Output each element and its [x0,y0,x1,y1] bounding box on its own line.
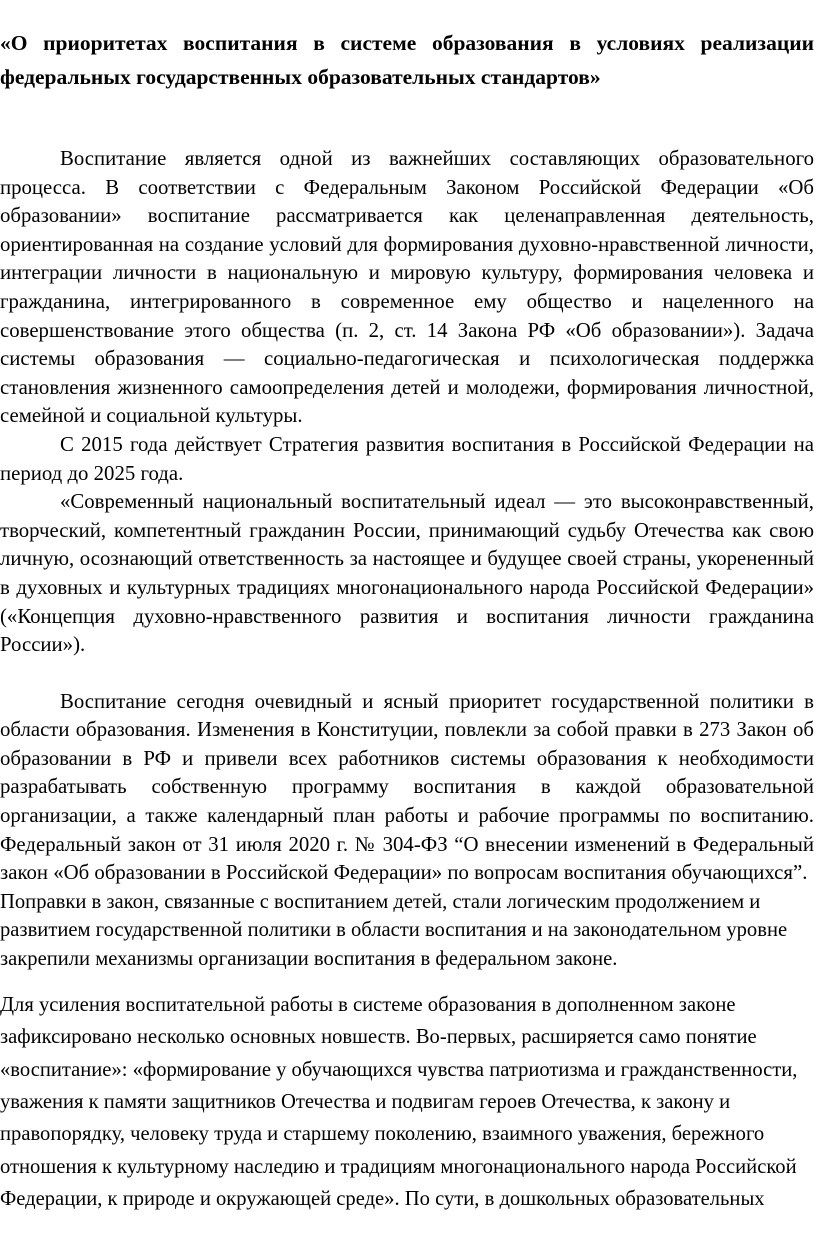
paragraph-national-ideal: «Современный национальный воспитательный идеал — это высоконравственный, творческий, компетентный гражданин России, принимающий судьбу Отечества как свою личную, осознающий ответственность за настоящее и будущее своей страны, укорененный в духовных и культурных традициях многонационального народа Российской Федерации» («Концепция духовно-нравственного развития и воспитания личности гражданина России»). [0,490,814,657]
paragraph-upbringing-definition: Воспитание является одной из важнейших составляющих образовательного процесса. В соответствии с Федеральным Законом Российской Федерации «Об образовании» воспитание рассматривается как целенаправленная деятельность, ориентированная на создание условий для формирования духовно-нравственной личности, интеграции личности в национальную и мировую культуру, формирования человека и гражданина, интегрированного в современное ему общество и нацеленного на совершенствование этого общества (п. 2, ст. 14 Закона РФ «Об образовании»). Задача системы образования — социально-педагогическая и психологическая поддержка становления жизненного самоопределения детей и молодежи, формирования личностной, семейной и социальной культуры. [0,147,814,428]
paragraph-law-amendments: Поправки в закон, связанные с воспитанием детей, стали логическим продолжением и развитием государственной политики в области воспитания и на законодательном уровне закрепили механизмы организации воспитания в федеральном законе. [0,890,788,970]
paragraph-innovations: Для усиления воспитательной работы в системе образования в дополненном законе зафиксировано несколько основных новшеств. Во-первых, расширяется само понятие «воспитание»: «формирование у обучающихся чувства патриотизма и гражданственности, уважения к памяти защитников Отечества и подвигам героев Отечества, к закону и правопорядку, человеку труда и старшему поколению, взаимного уважения, бережного отношения к культурному наследию и традициям многонационального народа Российской Федерации, к природе и окружающей среде». По сути, в дошкольных образовательных [0,994,798,1210]
paragraph-strategy-2025: С 2015 года действует Стратегия развития воспитания в Российской Федерации на период до 2025 года. [0,432,814,485]
document-body [0,145,814,1215]
paragraph-state-priority: Воспитание сегодня очевидный и ясный приоритет государственной политики в области образования. Изменения в Конституции, повлекли за собой правки в 273 Закон об образовании в РФ и привели всех работников системы образования к необходимости разрабатывать собственную программу воспитания в каждой образовательной организации, а также календарный план работы и рабочие программы по воспитанию. Федеральный закон от 31 июля 2020 г. № 304-ФЗ “О внесении изменений в Федеральный закон «Об образовании в Российской Федерации» по вопросам воспитания обучающихся”. [0,689,814,885]
document-title: «О приоритетах воспитания в системе образования в условиях реализации федеральных государственных образовательных стандартов» [0,31,814,89]
